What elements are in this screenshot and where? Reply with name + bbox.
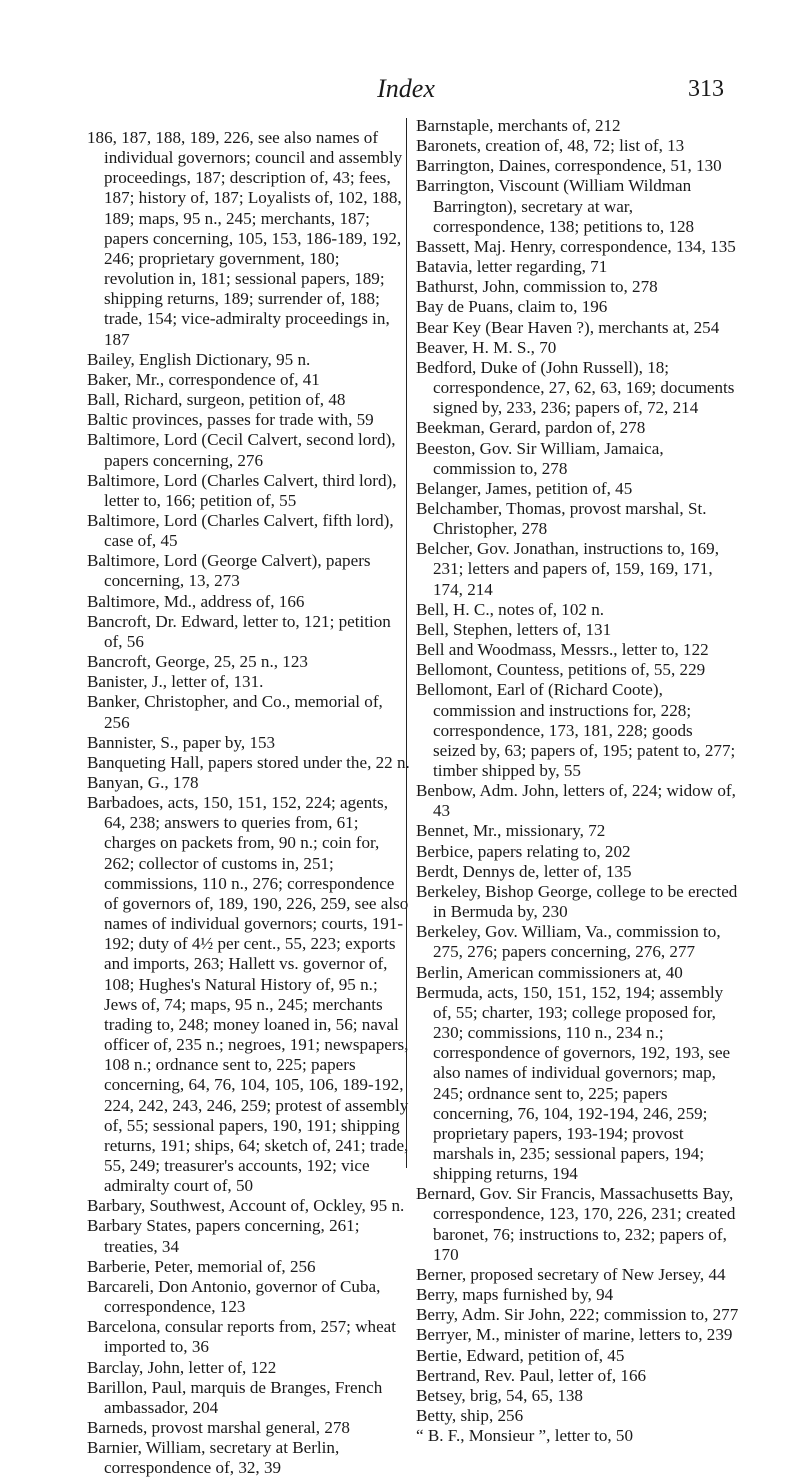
page-header [88, 58, 724, 102]
index-entry: Barcareli, Don Antonio, governor of Cuba, correspondence, 123 [87, 1276, 381, 1317]
index-entry: Barclay, John, letter of, 122 [87, 1357, 277, 1377]
index-entry: Beaver, H. M. S., 70 [416, 337, 557, 357]
index-entry: Bellomont, Countess, petitions of, 55, 229 [416, 660, 706, 680]
index-entry: Baltic provinces, passes for trade with, 59 [87, 410, 374, 430]
index-entry: Barbadoes, acts, 150, 151, 152, 224; agents, 64, 238; answers to queries from, 61; charges on packets from, 90 n.; coin for, 262; collector of customs in, 251; commissions, 110 n., 276; correspondence of governors of, 189, 190, 226, 259, see also names of individual governors; courts, 191-192; duty of 4½ per cent., 55, 223; exports and imports, 263; Hallett vs. governor of, 108; Hughes's Natural History of, 95 n.; Jews of, 74; maps, 95 n., 245; merchants trading to, 248; money loaned in, 56; naval officer of, 235 n.; negroes, 191; newspapers, 108 n.; ordnance sent to, 225; papers concerning, 64, 76, 104, 105, 106, 189-192, 224, 242, 243, 246, 259; protest of assembly of, 55; sessional papers, 190, 191; shipping returns, 191; ships, 64; sketch of, 241; trade, 55, 249; treasurer's accounts, 192; vice admiralty court of, 50 [87, 793, 409, 1196]
index-entry: Barberie, Peter, memorial of, 256 [87, 1256, 316, 1276]
index-column-left [87, 128, 410, 1478]
index-entry: Barnstaple, merchants of, 212 [416, 116, 621, 135]
index-entry: Banqueting Hall, papers stored under the, 22 n. [87, 752, 410, 772]
index-entry: Bell and Woodmass, Messrs., letter to, 122 [416, 640, 709, 660]
index-entry: Baronets, creation of, 48, 72; list of, 13 [416, 136, 685, 156]
index-entry: Barbary States, papers concerning, 261; treaties, 34 [87, 1216, 360, 1256]
index-entry: Berner, proposed secretary of New Jersey, 44 [416, 1264, 726, 1284]
index-entry: Barrington, Viscount (William Wildman Barrington), secretary at war, correspondence, 138; petitions to, 128 [416, 176, 695, 236]
index-entry: Bancroft, George, 25, 25 n., 123 [87, 652, 308, 672]
index-entry: Baker, Mr., correspondence of, 41 [87, 369, 320, 389]
index-entry: Barbary, Southwest, Account of, Ockley, 95 n. [87, 1196, 405, 1216]
index-entry: Bernard, Gov. Sir Francis, Massachusetts Bay, correspondence, 123, 170, 226, 231; created baronet, 76; instructions to, 232; papers of, 170 [416, 1184, 736, 1264]
index-entry: Bellomont, Earl of (Richard Coote), commission and instructions for, 228; correspondence, 173, 181, 228; goods seized by, 63; papers of, 195; patent to, 277; timber shipped by, 55 [416, 680, 736, 780]
index-entry: Belchamber, Thomas, provost marshal, St. Christopher, 278 [416, 498, 707, 539]
index-entry: Bannister, S., paper by, 153 [87, 732, 276, 752]
index-entry: Batavia, letter regarding, 71 [416, 257, 608, 277]
index-entry: Berry, Adm. Sir John, 222; commission to, 277 [416, 1305, 739, 1325]
index-entry: Benbow, Adm. John, letters of, 224; widow of, 43 [416, 781, 736, 821]
index-entry: Banker, Christopher, and Co., memorial of, 256 [87, 692, 383, 732]
index-entry: Bancroft, Dr. Edward, letter to, 121; petition of, 56 [87, 611, 391, 651]
index-entry: Berkeley, Bishop George, college to be erected in Bermuda by, 230 [416, 881, 738, 922]
index-entry: Baltimore, Lord (Charles Calvert, fifth lord), case of, 45 [87, 510, 394, 551]
index-entry: Beekman, Gerard, pardon of, 278 [416, 418, 646, 438]
index-entry: Banyan, G., 178 [87, 773, 199, 792]
index-entry: Baltimore, Lord (Charles Calvert, third lord), letter to, 166; petition of, 55 [87, 470, 397, 510]
index-entry: “ B. F., Monsieur ”, letter to, 50 [416, 1426, 634, 1446]
index-entry: Berryer, M., minister of marine, letters to, 239 [416, 1325, 733, 1345]
index-entry: Bassett, Maj. Henry, correspondence, 134, 135 [416, 236, 736, 256]
index-entry: Baltimore, Lord (Cecil Calvert, second lord), papers concerning, 276 [87, 430, 396, 470]
index-entry: Bay de Puans, claim to, 196 [416, 297, 608, 317]
index-entry: Bedford, Duke of (John Russell), 18; correspondence, 27, 62, 63, 169; documents signed by, 233, 236; papers of, 72, 214 [416, 357, 735, 418]
index-entry: Barrington, Daines, correspondence, 51, 130 [416, 156, 722, 176]
index-entry: Berkeley, Gov. William, Va., commission to, 275, 276; papers concerning, 276, 277 [416, 922, 721, 962]
index-entry: Bennet, Mr., missionary, 72 [416, 821, 606, 841]
index-entry: Berbice, papers relating to, 202 [416, 841, 631, 861]
page-number: 313 [688, 76, 724, 102]
index-entry: 186, 187, 188, 189, 226, see also names of individual governors; council and assembly proceedings, 187; description of, 43; fees, 187; history of, 187; Loyalists of, 102, 188, 189; maps, 95 n., 245; merchants, 187; papers concerning, 105, 153, 186-189, 192, 246; proprietary government, 180; revolution in, 181; sessional papers, 189; shipping returns, 189; surrender of, 188; trade, 154; vice-admiralty proceedings in, 187 [87, 128, 403, 349]
index-entry: Bear Key (Bear Haven ?), merchants at, 254 [416, 317, 720, 337]
index-entry: Belcher, Gov. Jonathan, instructions to, 169, 231; letters and papers of, 159, 169, 171, 174, 214 [416, 539, 719, 599]
index-entry: Beeston, Gov. Sir William, Jamaica, commission to, 278 [416, 438, 664, 478]
index-entry: Belanger, James, petition of, 45 [416, 478, 633, 498]
index-column-right [416, 116, 739, 1446]
index-entry: Bell, H. C., notes of, 102 n. [416, 599, 605, 619]
index-entry: Baltimore, Md., address of, 166 [87, 591, 305, 611]
index-entry: Bell, Stephen, letters of, 131 [416, 619, 612, 639]
index-entry: Betty, ship, 256 [416, 1406, 524, 1425]
index-entry: Betsey, brig, 54, 65, 138 [416, 1385, 583, 1405]
running-title: Index [377, 74, 435, 103]
index-entry: Ball, Richard, surgeon, petition of, 48 [87, 390, 346, 410]
index-entry: Bailey, English Dictionary, 95 n. [87, 349, 311, 369]
index-entry: Bertrand, Rev. Paul, letter of, 166 [416, 1365, 647, 1385]
index-entry: Bertie, Edward, petition of, 45 [416, 1345, 625, 1365]
index-entry: Baltimore, Lord (George Calvert), papers concerning, 13, 273 [87, 551, 371, 591]
index-entry: Banister, J., letter of, 131. [87, 672, 264, 692]
index-entry: Berlin, American commissioners at, 40 [416, 962, 683, 982]
index-entry: Berdt, Dennys de, letter of, 135 [416, 861, 632, 881]
index-entry: Bathurst, John, commission to, 278 [416, 277, 658, 297]
index-entry: Berry, maps furnished by, 94 [416, 1285, 614, 1305]
index-entry: Barcelona, consular reports from, 257; wheat imported to, 36 [87, 1317, 397, 1357]
index-entry: Barillon, Paul, marquis de Branges, French ambassador, 204 [87, 1377, 383, 1417]
index-entry: Barnier, William, secretary at Berlin, correspondence of, 32, 39 [87, 1438, 340, 1478]
index-entry: Barneds, provost marshal general, 278 [87, 1418, 350, 1437]
index-entry: Bermuda, acts, 150, 151, 152, 194; assembly of, 55; charter, 193; college proposed for, 230; commissions, 110 n., 234 n.; correspondence of governors, 192, 193, see also names of individual governors; map, 245; ordnance sent to, 225; papers concerning, 76, 104, 192-194, 246, 259; proprietary papers, 193-194; provost marshals in, 235; sessional papers, 194; shipping returns, 194 [416, 982, 731, 1184]
